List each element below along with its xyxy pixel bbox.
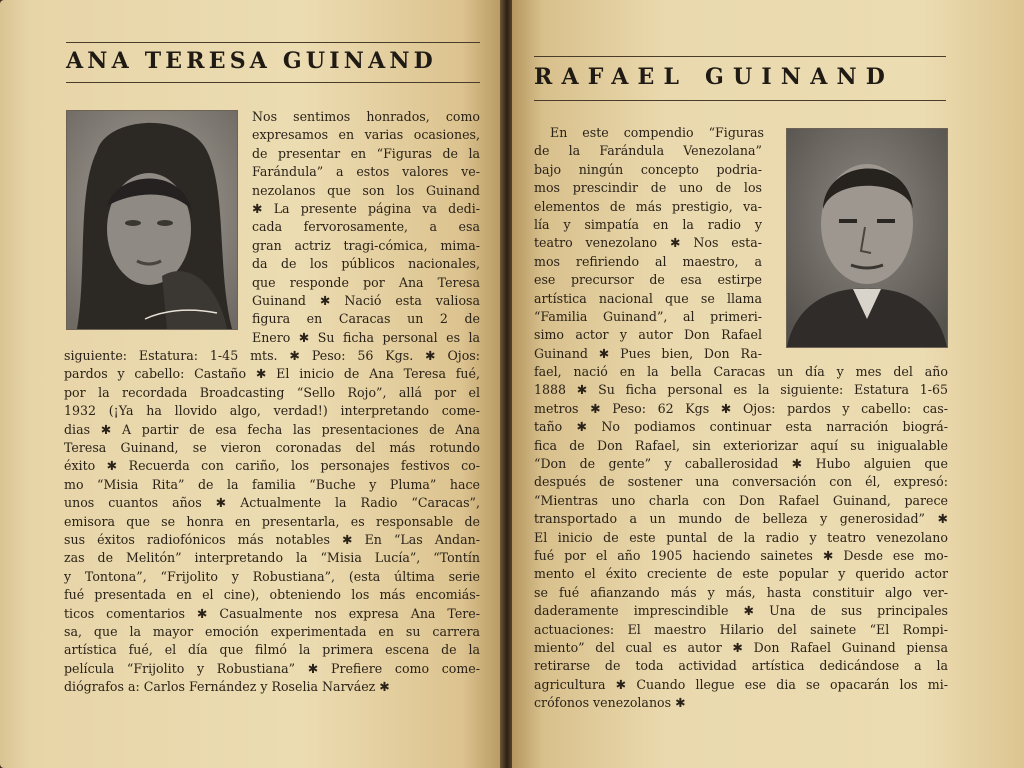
text-line: 1888 ✱ Su ficha personal es la siguiente: Estatura 1-65 [534, 382, 948, 398]
text-line: taño ✱ No podiamos continuar esta narración biográ- [534, 419, 948, 435]
text-line: emisora que se honra en presentarla, es responsable de [64, 513, 480, 529]
text-line: zas de Melitón” interpretando la “Misia Lucía”, “Tontín [64, 550, 480, 566]
text-line: ✱ La presente página va dedi- [252, 200, 480, 216]
article-body [534, 124, 948, 713]
text-line: Teresa Guinand, se vieron coronadas del más rotundo [64, 440, 480, 456]
text-line: “Don de gente” y caballerosidad ✱ Hubo alguien que [534, 456, 948, 472]
text-line: actuaciones: El maestro Hilario del sainete “El Rompi- [534, 621, 948, 637]
text-line: Guinand ✱ Nació esta valiosa [252, 292, 480, 308]
title-bottom-rule [66, 82, 480, 83]
text-line: después de sostener una conversación con él, expresó: [534, 474, 948, 490]
text-line: mos refiriendo al maestro, a [534, 253, 762, 269]
text-line: mos prescindir de uno de los [534, 180, 762, 196]
text-line: da de los públicos nacionales, [252, 256, 480, 272]
text-line: “Mientras uno charla con Don Rafael Guinand, parece [534, 492, 948, 508]
article-body [64, 108, 480, 697]
text-line: retirarse de toda actividad artística dedicándose a la [534, 658, 948, 674]
text-line: se fué afianzando más y más, hasta constituir algo ver- [534, 584, 948, 600]
text-line: mento el éxito creciente de este popular y querido actor [534, 566, 948, 582]
text-line: que responde por Ana Teresa [252, 274, 480, 290]
text-line: El inicio de este puntal de la radio y teatro venezolano [534, 529, 948, 545]
text-line: fué presentada en el cine), obteniendo los más encomiás- [64, 587, 480, 603]
title-bottom-rule [534, 100, 946, 101]
text-line: fué por el año 1905 haciendo sainetes ✱ Desde ese mo- [534, 547, 948, 563]
text-line: “Familia Guinand”, al primeri- [534, 308, 762, 324]
text-line: agricultura ✱ Cuando llegue ese dia se opacarán los mi- [534, 676, 948, 692]
text-line: mo “Misia Rita” de la familia “Buche y Pluma” hace [64, 476, 480, 492]
text-line: siguiente: Estatura: 1-45 mts. ✱ Peso: 56 Kgs. ✱ Ojos: [64, 348, 480, 364]
text-line: expresamos en varias ocasiones, [252, 127, 480, 143]
text-line: éxito ✱ Recuerda con cariño, los personajes festivos co- [64, 458, 480, 474]
text-line: nezolanos que son los Guinand [252, 182, 480, 198]
text-line: pardos y cabello: Castaño ✱ El inicio de Ana Teresa fué, [64, 366, 480, 382]
title-top-rule [66, 42, 480, 43]
text-line: diógrafos a: Carlos Fernández y Roselia Narváez ✱ [64, 679, 390, 695]
text-line: de la Farándula Venezolana” [534, 143, 762, 159]
text-line: lía y simpatía en la radio y [534, 216, 762, 232]
text-line: Nos sentimos honrados, como [252, 109, 480, 124]
text-line: daderamente imprescindible ✱ Una de sus principales [534, 603, 948, 619]
text-line: metros ✱ Peso: 62 Kgs ✱ Ojos: pardos y cabello: cas- [534, 400, 948, 416]
text-line: cada fervorosamente, a esa [252, 219, 480, 235]
text-line: película “Frijolito y Robustiana” ✱ Prefiere como come- [64, 660, 480, 676]
text-line: artística fué, el día que filmó la primera escena de la [64, 642, 480, 658]
text-line: Farándula” a estos valores ve- [252, 164, 480, 180]
text-line: fica de Don Rafael, sin exteriorizar aquí su inigualable [534, 437, 948, 453]
page-title: RAFAEL GUINAND [534, 64, 895, 90]
text-line: miento” del cual es autor ✱ Don Rafael Guinand piensa [534, 639, 948, 655]
text-line: En este compendio “Figuras [550, 125, 764, 140]
text-line: y Tontona”, “Frijolito y Robustiana”, (esta última serie [64, 568, 480, 584]
left-page [0, 0, 502, 768]
text-line: figura en Caracas un 2 de [252, 311, 480, 327]
text-line: gran actriz tragi-cómica, mima- [252, 237, 480, 253]
text-line: unos cuantos años ✱ Actualmente la Radio “Caracas”, [64, 495, 480, 511]
title-top-rule [534, 56, 946, 57]
text-line: transportado a un mundo de belleza y generosidad” ✱ [534, 511, 948, 527]
text-line: Enero ✱ Su ficha personal es la [252, 329, 480, 345]
text-line: sa, que la mayor emoción experimentada en su carrera [64, 623, 480, 639]
text-line: crófonos venezolanos ✱ [534, 695, 686, 711]
text-line: 1932 (¡Ya ha llovido algo, verdad!) interpretando come- [64, 403, 480, 419]
text-line: de presentar en “Figuras de la [252, 145, 480, 161]
text-line: teatro venezolano ✱ Nos esta- [534, 235, 762, 251]
text-line: ticos comentarios ✱ Casualmente nos expresa Ana Tere- [64, 605, 480, 621]
page-title: ANA TERESA GUINAND [66, 48, 437, 74]
text-line: artística nacional que se llama [534, 290, 762, 306]
text-line: simo actor y autor Don Rafael [534, 327, 762, 343]
text-line: por la recordada Broadcasting “Sello Rojo”, allá por el [64, 384, 480, 400]
text-line: ese precursor de esa estirpe [534, 272, 762, 288]
text-line: Guinand ✱ Pues bien, Don Ra- [534, 345, 762, 361]
text-line: fael, nació en la bella Caracas un día y mes del año [534, 364, 948, 380]
text-line: dias ✱ A partir de esa fecha las presentaciones de Ana [64, 421, 480, 437]
text-line: elementos de más prestigio, va- [534, 198, 762, 214]
text-line: sus éxitos radiofónicos más notables ✱ En “Las Andan- [64, 531, 480, 547]
text-line: bajo ningún concepto podria- [534, 161, 762, 177]
